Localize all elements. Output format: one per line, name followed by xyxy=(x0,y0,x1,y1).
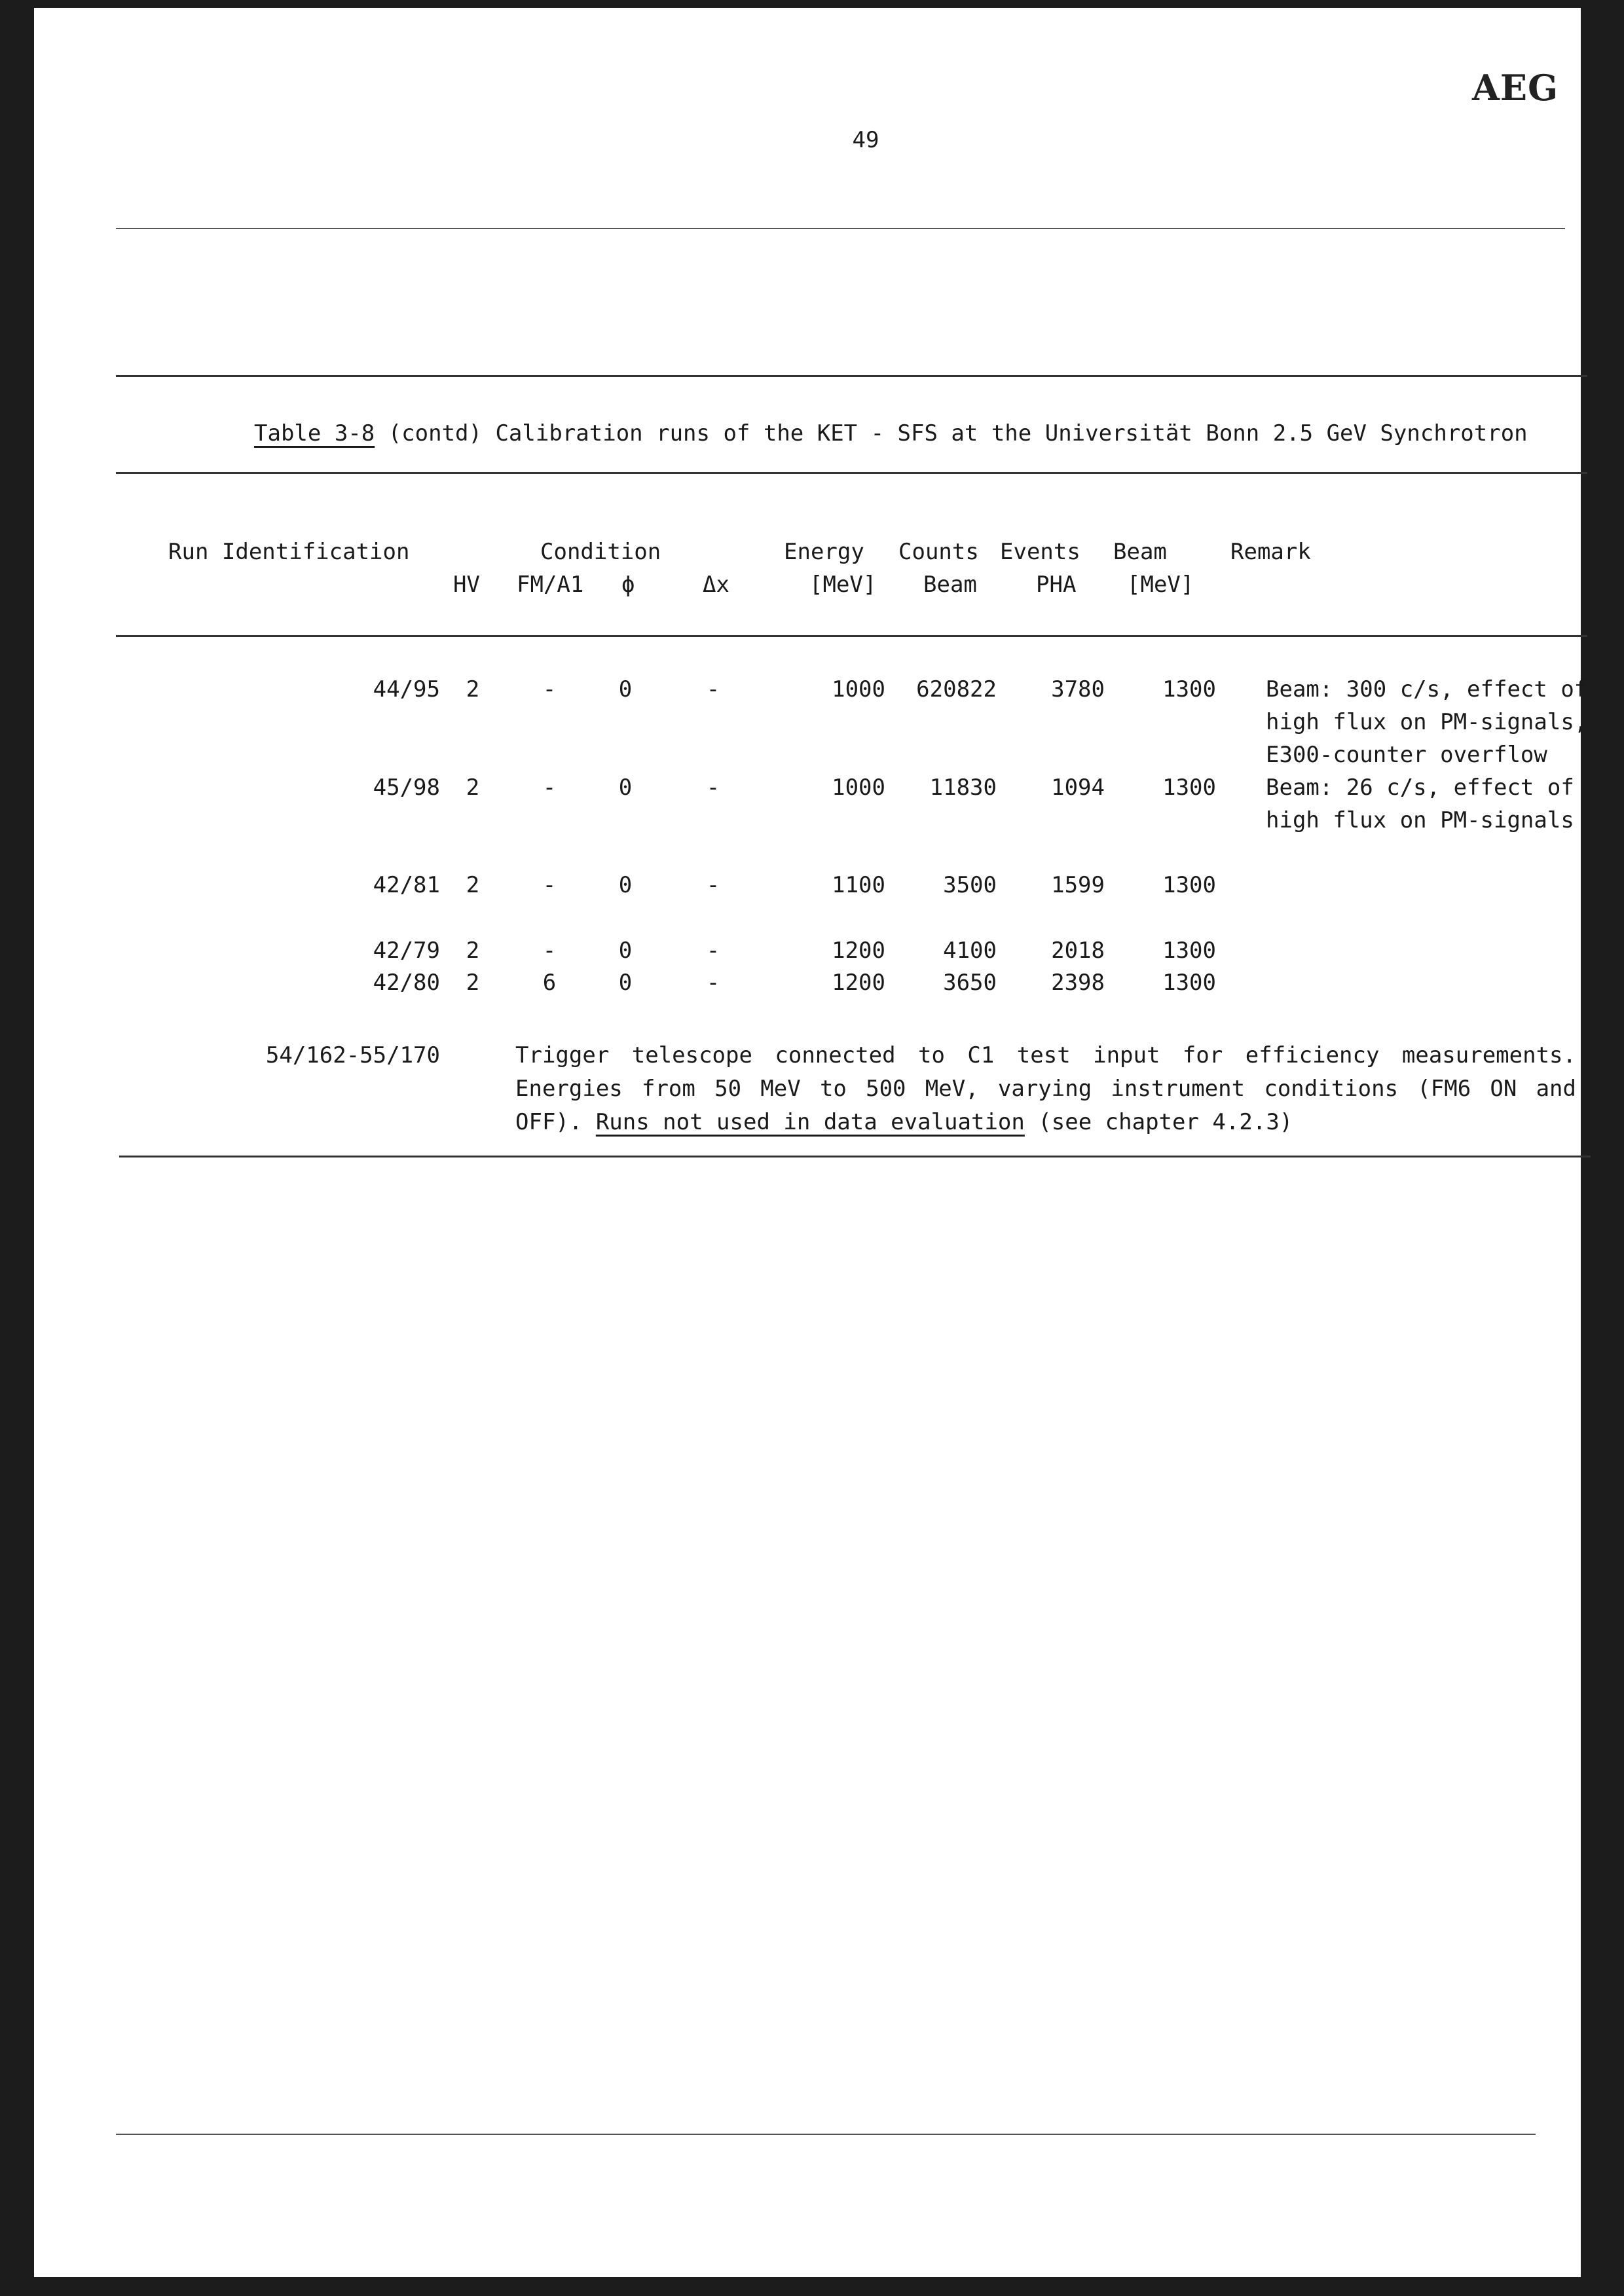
remark-line: E300-counter overflow xyxy=(1266,742,1547,768)
table-caption xyxy=(254,420,1564,446)
cell-hv: 2 xyxy=(466,676,480,702)
cell-counts: 3500 xyxy=(943,872,997,898)
cell-events: 1599 xyxy=(1051,872,1105,898)
page-number: 49 xyxy=(852,127,879,153)
cell-beam: 1300 xyxy=(1162,938,1216,964)
footer-rule xyxy=(116,2134,1536,2135)
header-delta-x: Δx xyxy=(703,572,729,598)
cell-fm-a1: - xyxy=(542,774,557,801)
note-underlined: Runs not used in data evaluation xyxy=(595,1109,1025,1135)
note-run-identification: 54/162-55/170 xyxy=(265,1042,440,1068)
cell-run-id: 44/95 xyxy=(373,676,440,702)
remark-line: high flux on PM-signals, xyxy=(1266,709,1588,735)
cell-hv: 2 xyxy=(466,872,480,898)
remark-line: Beam: 300 c/s, effect of xyxy=(1266,676,1588,702)
header-energy: Energy xyxy=(784,539,864,565)
cell-phi: 0 xyxy=(618,872,633,898)
cell-delta-x: - xyxy=(706,970,720,996)
remark-line: Beam: 26 c/s, effect of xyxy=(1266,774,1574,801)
header-run-identification: Run Identification xyxy=(168,539,410,565)
company-logo: AEG xyxy=(1472,67,1559,109)
cell-counts: 3650 xyxy=(943,970,997,996)
remark-line: high flux on PM-signals xyxy=(1266,807,1574,833)
cell-remark xyxy=(1266,771,1593,837)
header-bottom-rule xyxy=(116,635,1587,637)
header-beam: Beam xyxy=(1113,539,1167,565)
cell-delta-x: - xyxy=(706,676,720,702)
cell-energy: 1200 xyxy=(832,938,885,964)
cell-beam: 1300 xyxy=(1162,872,1216,898)
cell-hv: 2 xyxy=(466,774,480,801)
cell-fm-a1: - xyxy=(542,938,557,964)
cell-counts: 620822 xyxy=(916,676,997,702)
cell-hv: 2 xyxy=(466,938,480,964)
header-events-pha: PHA xyxy=(1036,572,1077,598)
cell-run-id: 42/81 xyxy=(373,872,440,898)
header-events: Events xyxy=(1000,539,1080,565)
cell-events: 2018 xyxy=(1051,938,1105,964)
header-phi: ϕ xyxy=(621,572,635,598)
header-remark: Remark xyxy=(1230,539,1311,565)
cell-delta-x: - xyxy=(706,938,720,964)
cell-energy: 1000 xyxy=(832,774,885,801)
cell-fm-a1: - xyxy=(542,872,557,898)
cell-remark xyxy=(1266,673,1593,771)
cell-energy: 1100 xyxy=(832,872,885,898)
header-counts: Counts xyxy=(898,539,979,565)
header-condition: Condition xyxy=(540,539,661,565)
cell-phi: 0 xyxy=(618,774,633,801)
cell-phi: 0 xyxy=(618,970,633,996)
note-text xyxy=(515,1039,1576,1139)
cell-counts: 4100 xyxy=(943,938,997,964)
header-rule xyxy=(116,228,1565,229)
header-energy-unit: [MeV] xyxy=(809,572,877,598)
cell-energy: 1000 xyxy=(832,676,885,702)
header-counts-beam: Beam xyxy=(923,572,977,598)
cell-beam: 1300 xyxy=(1162,676,1216,702)
header-hv: HV xyxy=(453,572,480,598)
cell-delta-x: - xyxy=(706,774,720,801)
cell-beam: 1300 xyxy=(1162,774,1216,801)
cell-phi: 0 xyxy=(618,676,633,702)
cell-energy: 1200 xyxy=(832,970,885,996)
header-beam-unit: [MeV] xyxy=(1127,572,1194,598)
cell-events: 2398 xyxy=(1051,970,1105,996)
cell-delta-x: - xyxy=(706,872,720,898)
document-page xyxy=(34,8,1588,2277)
cell-fm-a1: - xyxy=(542,676,557,702)
table-label: Table 3-8 xyxy=(254,420,375,446)
cell-run-id: 42/79 xyxy=(373,938,440,964)
cell-run-id: 45/98 xyxy=(373,774,440,801)
note-body: Trigger telescope connected to C1 test input for efficiency measurements. Energies from 50 MeV to 500 MeV, varying instrument conditions (FM6 ON and OFF). xyxy=(515,1042,1576,1135)
table-top-rule xyxy=(116,375,1587,377)
cell-beam: 1300 xyxy=(1162,970,1216,996)
cell-run-id: 42/80 xyxy=(373,970,440,996)
cell-counts: 11830 xyxy=(929,774,997,801)
cell-events: 1094 xyxy=(1051,774,1105,801)
cell-hv: 2 xyxy=(466,970,480,996)
cell-events: 3780 xyxy=(1051,676,1105,702)
caption-text: (contd) Calibration runs of the KET - SFS at the Universität Bonn 2.5 GeV Synchrotron xyxy=(375,420,1528,446)
caption-rule xyxy=(116,472,1587,474)
cell-phi: 0 xyxy=(618,938,633,964)
header-fm-a1: FM/A1 xyxy=(517,572,584,598)
table-bottom-rule xyxy=(119,1156,1591,1157)
note-tail: (see chapter 4.2.3) xyxy=(1024,1109,1293,1135)
cell-fm-a1: 6 xyxy=(542,970,557,996)
